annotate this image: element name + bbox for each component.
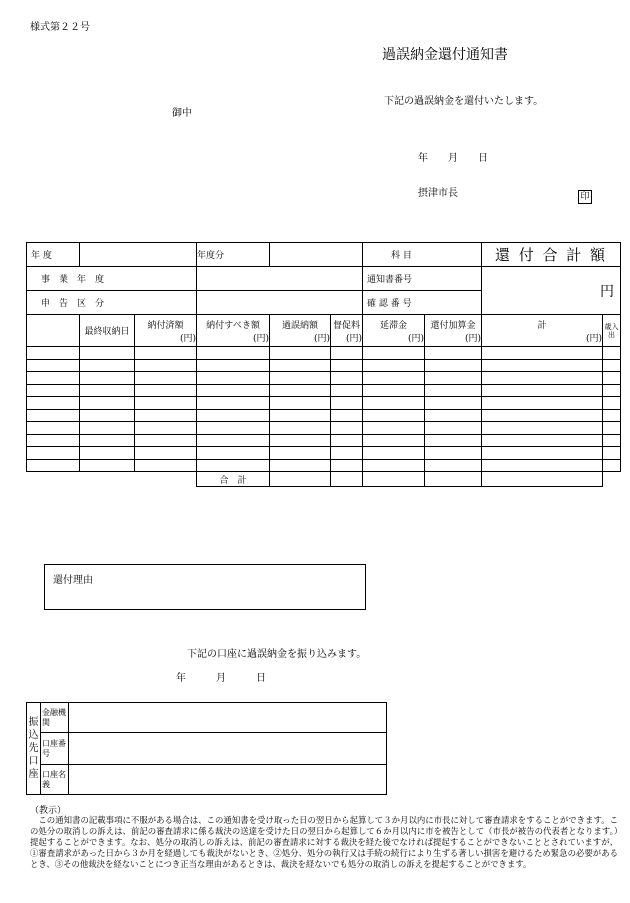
account-no-value <box>69 733 387 765</box>
table-row <box>27 347 621 360</box>
notice-no-label: 通知書番号 <box>363 267 482 291</box>
refund-reason-box <box>44 564 366 610</box>
account-no-label: 口座番号 <box>41 733 69 765</box>
col-paid: 納付済額 (円) <box>135 315 197 347</box>
account-side-label: 振込先口座 <box>27 703 41 795</box>
col-last-due: 最終収納日 <box>80 315 135 347</box>
account-name-value <box>69 765 387 795</box>
notice-title: （教示） <box>30 806 67 816</box>
refund-reason-label: 還付理由 <box>53 575 93 586</box>
table-row <box>27 384 621 397</box>
table-row <box>27 372 621 385</box>
year-label: 年 度 <box>27 243 80 267</box>
table-row <box>27 422 621 435</box>
year-portion-value <box>270 243 363 267</box>
addressee-suffix: 御中 <box>172 108 192 119</box>
table-row <box>27 397 621 410</box>
subject-label: 科 目 <box>363 243 482 267</box>
account-name-label: 口座名義 <box>41 765 69 795</box>
refund-table <box>26 242 621 487</box>
col-blank <box>27 315 80 347</box>
table-row <box>27 359 621 372</box>
form-number: 様式第２２号 <box>30 22 90 33</box>
bank-label: 金融機関 <box>41 703 69 733</box>
table-row <box>27 447 621 460</box>
notice-body: この通知書の記載事項に不服がある場合は、この通知書を受け取った日の翌日から起算して３か月以内に市長に対して審査請求をすることができます。この処分の取消しの訴えは、前記の審査請求に係る裁決の送達を受けた日の翌日から起算して６か月以内に市を被告として（市長が被告の代表者となります。）提起することができます。なお、処分の取消しの訴えは、前記の審査請求に対する裁決を経た後でなければ提起することができないこととされていますが、①審査請求があった日から３か月を経過しても裁決がないとき、②処分、処分の執行又は手続の続行により生ずる著しい損害を避けるため緊急の必要があるとき、③その他裁決を経ないことにつき正当な理由があるときは、裁決を経ないでも処分の取消しの訴えを提起することができます。 <box>30 815 618 869</box>
business-year-label: 事 業 年 度 <box>27 267 197 291</box>
issuer-name: 摂津市長 <box>418 188 458 199</box>
transfer-date: 年 月 日 <box>176 673 266 684</box>
account-table <box>26 702 387 795</box>
table-row <box>27 459 621 472</box>
business-year-value <box>197 267 363 291</box>
year-portion-label: 年度分 <box>197 243 270 267</box>
transfer-text: 下記の口座に過誤納金を振り込みます。 <box>187 649 367 660</box>
sum-spacer <box>27 472 197 487</box>
col-delinquency: 延滞金 (円) <box>363 315 425 347</box>
table-row <box>27 409 621 422</box>
col-refund-add: 還付加算金 (円) <box>425 315 482 347</box>
year-value <box>80 243 197 267</box>
intro-text: 下記の過誤納金を還付いたします。 <box>384 96 544 107</box>
col-total: 計 (円) <box>482 315 603 347</box>
declaration-label: 申 告 区 分 <box>27 291 197 315</box>
confirm-no-label: 確 認 番 号 <box>363 291 482 315</box>
col-due: 納付すべき額 (円) <box>197 315 270 347</box>
total-refund-value: 円 <box>482 267 621 315</box>
declaration-value <box>197 291 363 315</box>
table-row <box>27 434 621 447</box>
total-refund-label: 還 付 合 計 額 <box>482 243 621 267</box>
issue-date: 年 月 日 <box>418 153 488 164</box>
seal-mark: 印 <box>578 184 592 204</box>
col-direction: 歳入出 <box>603 315 621 347</box>
bank-value <box>69 703 387 733</box>
document-title: 過誤納金還付通知書 <box>382 47 508 63</box>
col-reminder: 督促料 (円) <box>331 315 363 347</box>
col-overpaid: 過誤納額 (円) <box>270 315 331 347</box>
sum-label: 合 計 <box>197 472 270 487</box>
